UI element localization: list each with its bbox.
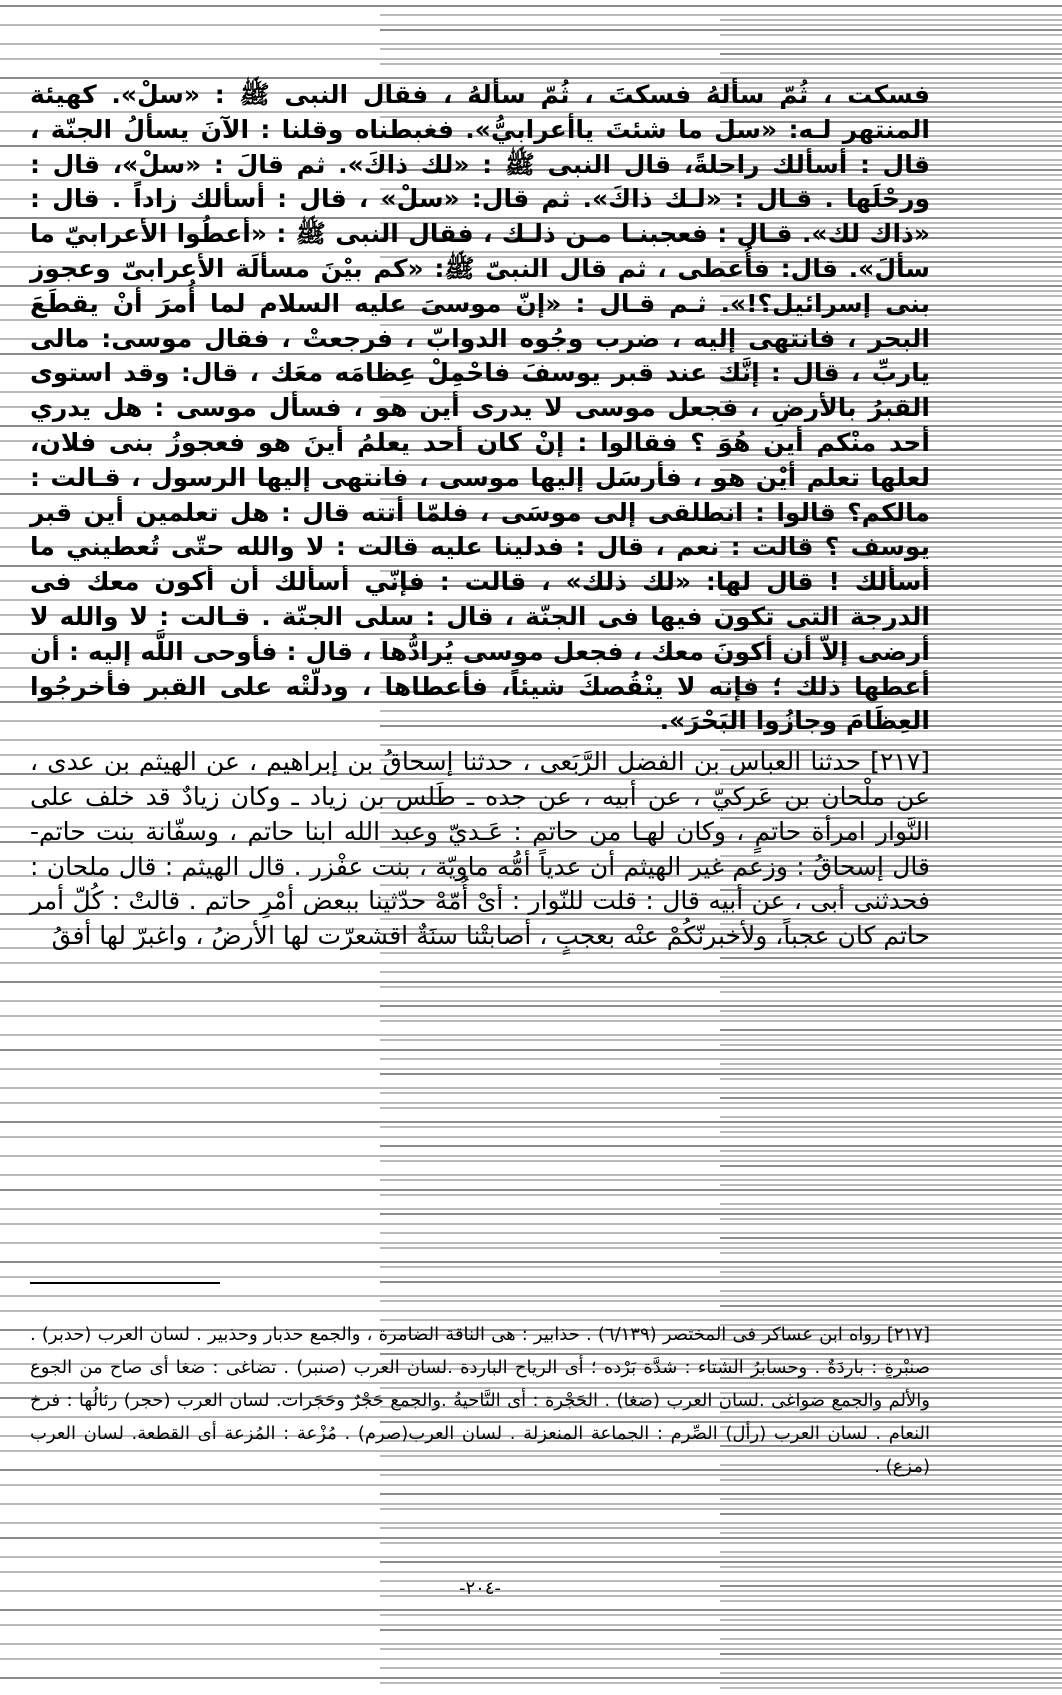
footnote-separator [30,1282,220,1284]
document-page [30,0,930,1695]
hadith-paragraph: فسكت ، ثُمّ سألهُ فسكتَ ، ثُمّ سألهُ ، فقال النبى ﷺ : «سلْ». كهيئة المنتهر لـه: «سل ما شئتَ ياأعرابيُّ». فغبطناه وقلنا : الآنَ يسألُ الجنّة ، قال : أسألك راحلةً، قال النبى ﷺ : «لك ذاكَ». ثم قالَ : «سلْ»، قال : ورحْلَها . قـال : «لـك ذاكَ». ثم قال: «سلْ» ، قال : أسألك زاداً . قال : «ذاك لك». قـال : فعجبنـا مـن ذلـك ، فقال النبى ﷺ : «أعطُوا الأعرابيّ ما سألَ». قال: فأُعطى ، ثم قال النبىّ ﷺ: «كم بيْنَ مسألَة الأعرابىّ وعجوز بنى إسرائيل؟!». ثـم قـال : «إنّ موسىَ عليه السلام لما أُمرَ أنْ يقطَعَ البحر ، فانتهى إليه ، ضرب وجُوه الدوابّ ، فرجعتْ ، فقال موسى: مالى ياربِّ ، قال : إنَّك عند قبر يوسفَ فاحْمِلْ عِظامَه معَك ، قال: وقد استوى القبرُ بالأرضِ ، فجعل موسى لا يدرى أين هو ، فسأل موسى : هل يدري أحد منْكم أين هُوَ ؟ فقالوا : إنْ كان أحد يعلمُ أينَ هو فعجوزُ بنى فلان، لعلها تعلم أيْن هو ، فأرسَل إليها موسى ، فانتهى إليها الرسول ، قـالت : مالكم؟ قالوا : انطلقى إلى موسَى ، فلمّا أتته قال : هل تعلمين أين قبر يوسف ؟ قالت : نعم ، قال : فدلينا عليه قالت : لا والله حتّى تُعطيني ما أسألك ! قال لها: «لك ذلك» ، قالت : فإنّي أسألك أن أكون معك فى الدرجة التى تكون فيها فى الجنّة ، قال : سلى الجنّة . قـالت : لا والله لا أرضى إلاّ أن أكونَ معك ، فجعل موسى يُرادُّها ، قال : فأوحى اللَّه إليه : أن أعطها ذلك ؛ فإنه لا ينْقُصكَ شيئاً، فأعطاها ، ودلّتْه على القبر فأخرجُوا العِظَامَ وجازُوا البَحْرَ». [30,80,930,736]
main-text [30,78,930,954]
footnote-text: [٢١٧] رواه ابن عساكر فى المختصر (٦/١٣٩) . حذابير : هى الناقة الضامرة ، والجمع حذبار وحذبير . لسان العرب (حدبر) . صنبْرةٍ : باردَةٌ . وحسابرُ الشتاء : شدَّة بَرْده ؛ أى الرياح الباردة .لسان العرب (صنبر) . تضاغى : ضغا أى صاح من الجوع والألم والجمع ضواغى .لسان العرب (ضغا) . الحَجْرة : أى النَّاحيةُ .والجمع حَجْرٌ وحَجَرات. لسان العرب (حجر) رئالُها : فرخ النعام . لسان العرب (رأل) الصِّرم : الجماعة المنعزلة . لسان العرب(صرم) . مُزْعة : المُزعة أى القطعة. لسان العرب (مزع) . [30,1324,930,1477]
page-number: -٢٠٤- [458,1578,501,1599]
narration-paragraph: [٢١٧] حدثنا العباس بن الفضل الرَّبَعى ، حدثنا إسحاقُ بن إبراهيم ، عن الهيثم بن عدى ، عن ملْحان بن عَركيّ ، عن أبيه ، عن جده ـ طَلس بن زياد ـ وكان زيادٌ قد خلف على النَّوار امرأة حاتمٍ ، وكان لهـا من حاتم : عَـديّ وعبد الله ابنا حاتم ، وسفّانة بنت حاتم- قال إسحاقُ : وزعم غير الهيثم أن عدياً أمُّه ماويّة ، بنت عفْزر . قال الهيثم : قال ملحان : فحدثنى أبى ، عن أبيه قال : قلت للنّوار : أىْ أُمّهْ حدّثينا ببعض أمْرِ حاتم . قالتْ : كُلّ أمر حاتم كان عجباً، ولأخبرنّكُمْ عنْه بعجبٍ ، أصابتْنا سنَةٌ اقشعرّت لها الأرضُ ، واغبرّ لها أفقُ [30,747,930,951]
footnotes [30,1318,930,1483]
